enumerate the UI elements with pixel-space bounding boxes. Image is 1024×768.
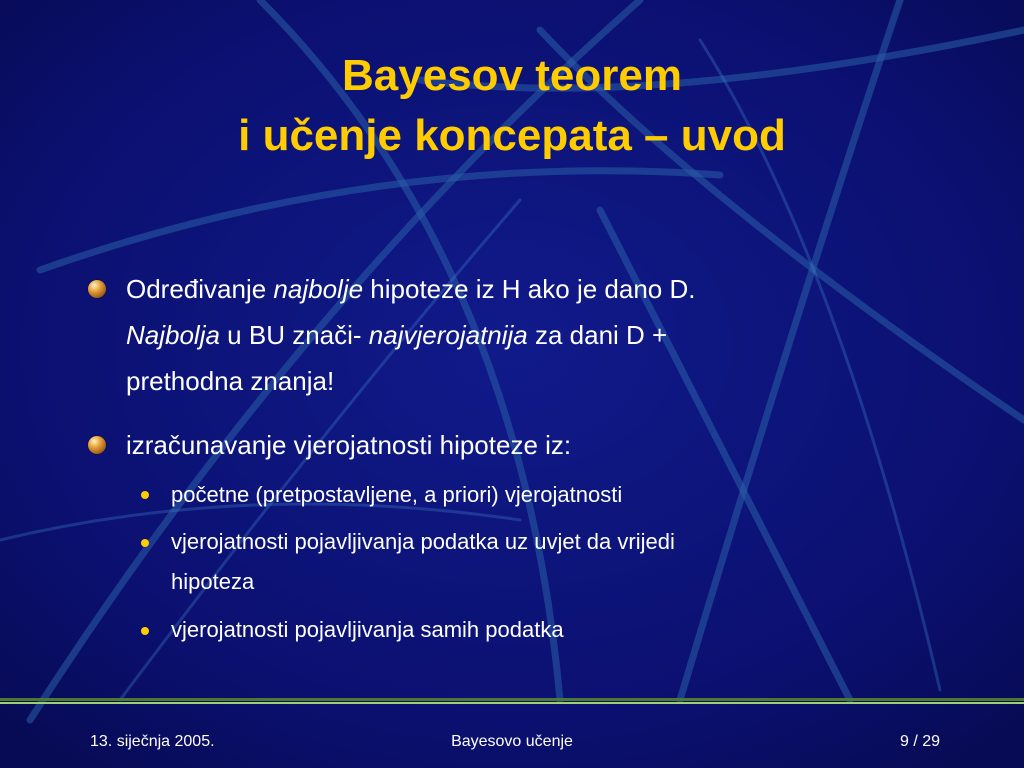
- sub-bullet-3-text: vjerojatnosti pojavljivanja samih podatka: [171, 617, 564, 642]
- bullet-1-text-e: u BU znači-: [219, 320, 369, 350]
- sub-bullet-dot-icon: [141, 627, 149, 635]
- footer-page-number: 9 / 29: [899, 733, 940, 750]
- sub-bullet-2-line-1: vjerojatnosti pojavljivanja podatka uz uvjet da vrijedi: [171, 529, 675, 554]
- sub-bullet-2-line-2: hipoteza: [171, 569, 255, 594]
- bullet-sphere-icon: [88, 280, 106, 298]
- title-line-2: i učenje koncepata – uvod: [238, 111, 786, 160]
- bullet-2-text: izračunavanje vjerojatnosti hipoteze iz:: [126, 430, 572, 460]
- bullet-1-line-1: [126, 266, 916, 312]
- bullet-1-text-g: za dani D +: [527, 320, 668, 350]
- title-line-1: Bayesov teorem: [342, 51, 682, 100]
- footer-rule-dark: [0, 698, 1024, 701]
- sub-bullet-dot-icon: [141, 539, 149, 547]
- bullet-1-line-3: prethodna znanja!: [126, 366, 335, 396]
- bullet-1-text-b: najbolje: [273, 274, 364, 304]
- footer-date: 13. siječnja 2005.: [90, 733, 215, 750]
- bullet-sphere-icon: [88, 436, 106, 454]
- bullet-1-text-c: hipoteze iz H ako je dano D.: [363, 274, 696, 304]
- bullet-1-text-f: najvjerojatnija: [368, 320, 528, 350]
- footer-title: Bayesovo učenje: [451, 733, 573, 750]
- bullet-1-line-2: [126, 312, 916, 358]
- sub-bullet-1-text: početne (pretpostavljene, a priori) vjerojatnosti: [171, 482, 623, 507]
- bullet-1-text-d: Najbolja: [126, 320, 220, 350]
- footer-rule-light: [0, 702, 1024, 704]
- sub-bullet-dot-icon: [141, 491, 149, 499]
- bullet-1-text-a: Određivanje: [126, 274, 274, 304]
